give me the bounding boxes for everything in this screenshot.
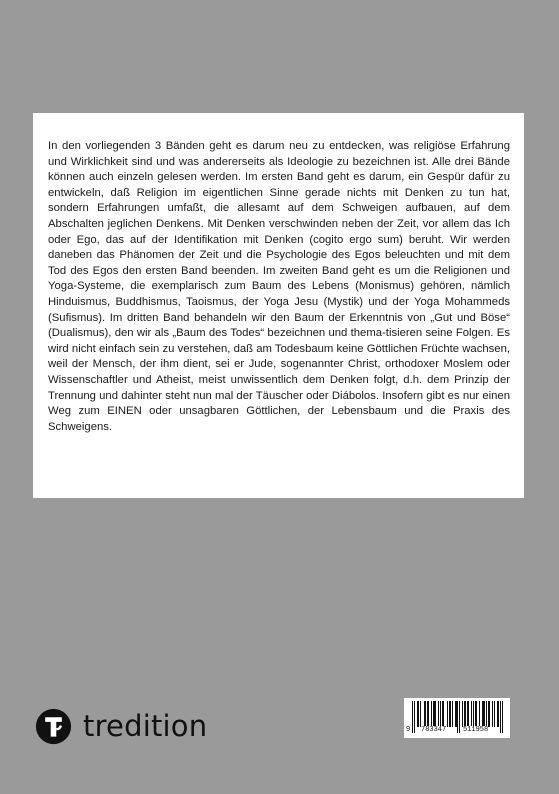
barcode-right-digits: 511958 [463, 726, 489, 734]
barcode-lead-digit: 9 [406, 726, 411, 734]
publisher-logo [35, 706, 207, 746]
isbn-barcode [404, 698, 510, 738]
blurb-panel [33, 113, 524, 498]
barcode-left-digits: 783347 [421, 726, 447, 734]
publisher-name: tredition [83, 709, 208, 743]
tredition-logo-icon [35, 708, 72, 745]
blurb-text: In den vorliegenden 3 Bänden geht es darum neu zu entdecken, was religiöse Erfahrung und Wirklichkeit sind und was andererseits als Ideologie zu bezeichnen ist. Alle drei Bände können auch einzeln gelesen werden. Im ersten Band geht es darum, ein Gespür dafür zu entwickeln, daß Religion im eigentlichen Sinne gerade nichts mit Denken zu tun hat, sondern Erfahrungen umfaßt, die allesamt auf dem Schweigen aufbauen, auf dem Abschalten jeglichen Denkens. Mit Denken verschwinden neben der Zeit, vor allem das Ich oder Ego, das auf der Identifikation mit Denken (cogito ergo sum) beruht. Wir werden daneben das Phänomen der Zeit und die Psychologie des Egos beleuchten und mit dem Tod des Egos den ersten Band beenden. Im zweiten Band geht es um die Religionen und Yoga-Systeme, die exemplarisch zum Baum des Lebens (Monismus) gehören, nämlich Hinduismus, Buddhismus, Taoismus, der Yoga Jesu (Mystik) und der Yoga Mohammeds (Sufismus). Im dritten Band behandeln wir den Baum der Erkenntnis von „Gut und Böse“ (Dualismus), den wir als „Baum des Todes“ bezeichnen und thema-tisieren seine Folgen. Es wird nicht einfach sein zu verstehen, daß am Todesbaum keine Göttlichen Früchte wachsen, weil der Mensch, der ihm dient, sei er Jude, sogenannter Christ, orthodoxer Moslem oder Wissenschaftler und Atheist, meist unwissentlich dem Denken folgt, d.h. dem Prinzip der Trennung und dahinter steht nun mal der Täuscher oder Diábolos. Insofern gibt es nur einen Weg zum EINEN oder unsagbaren Göttlichen, der Lebensbaum und die Praxis des Schweigens. [48, 140, 510, 433]
